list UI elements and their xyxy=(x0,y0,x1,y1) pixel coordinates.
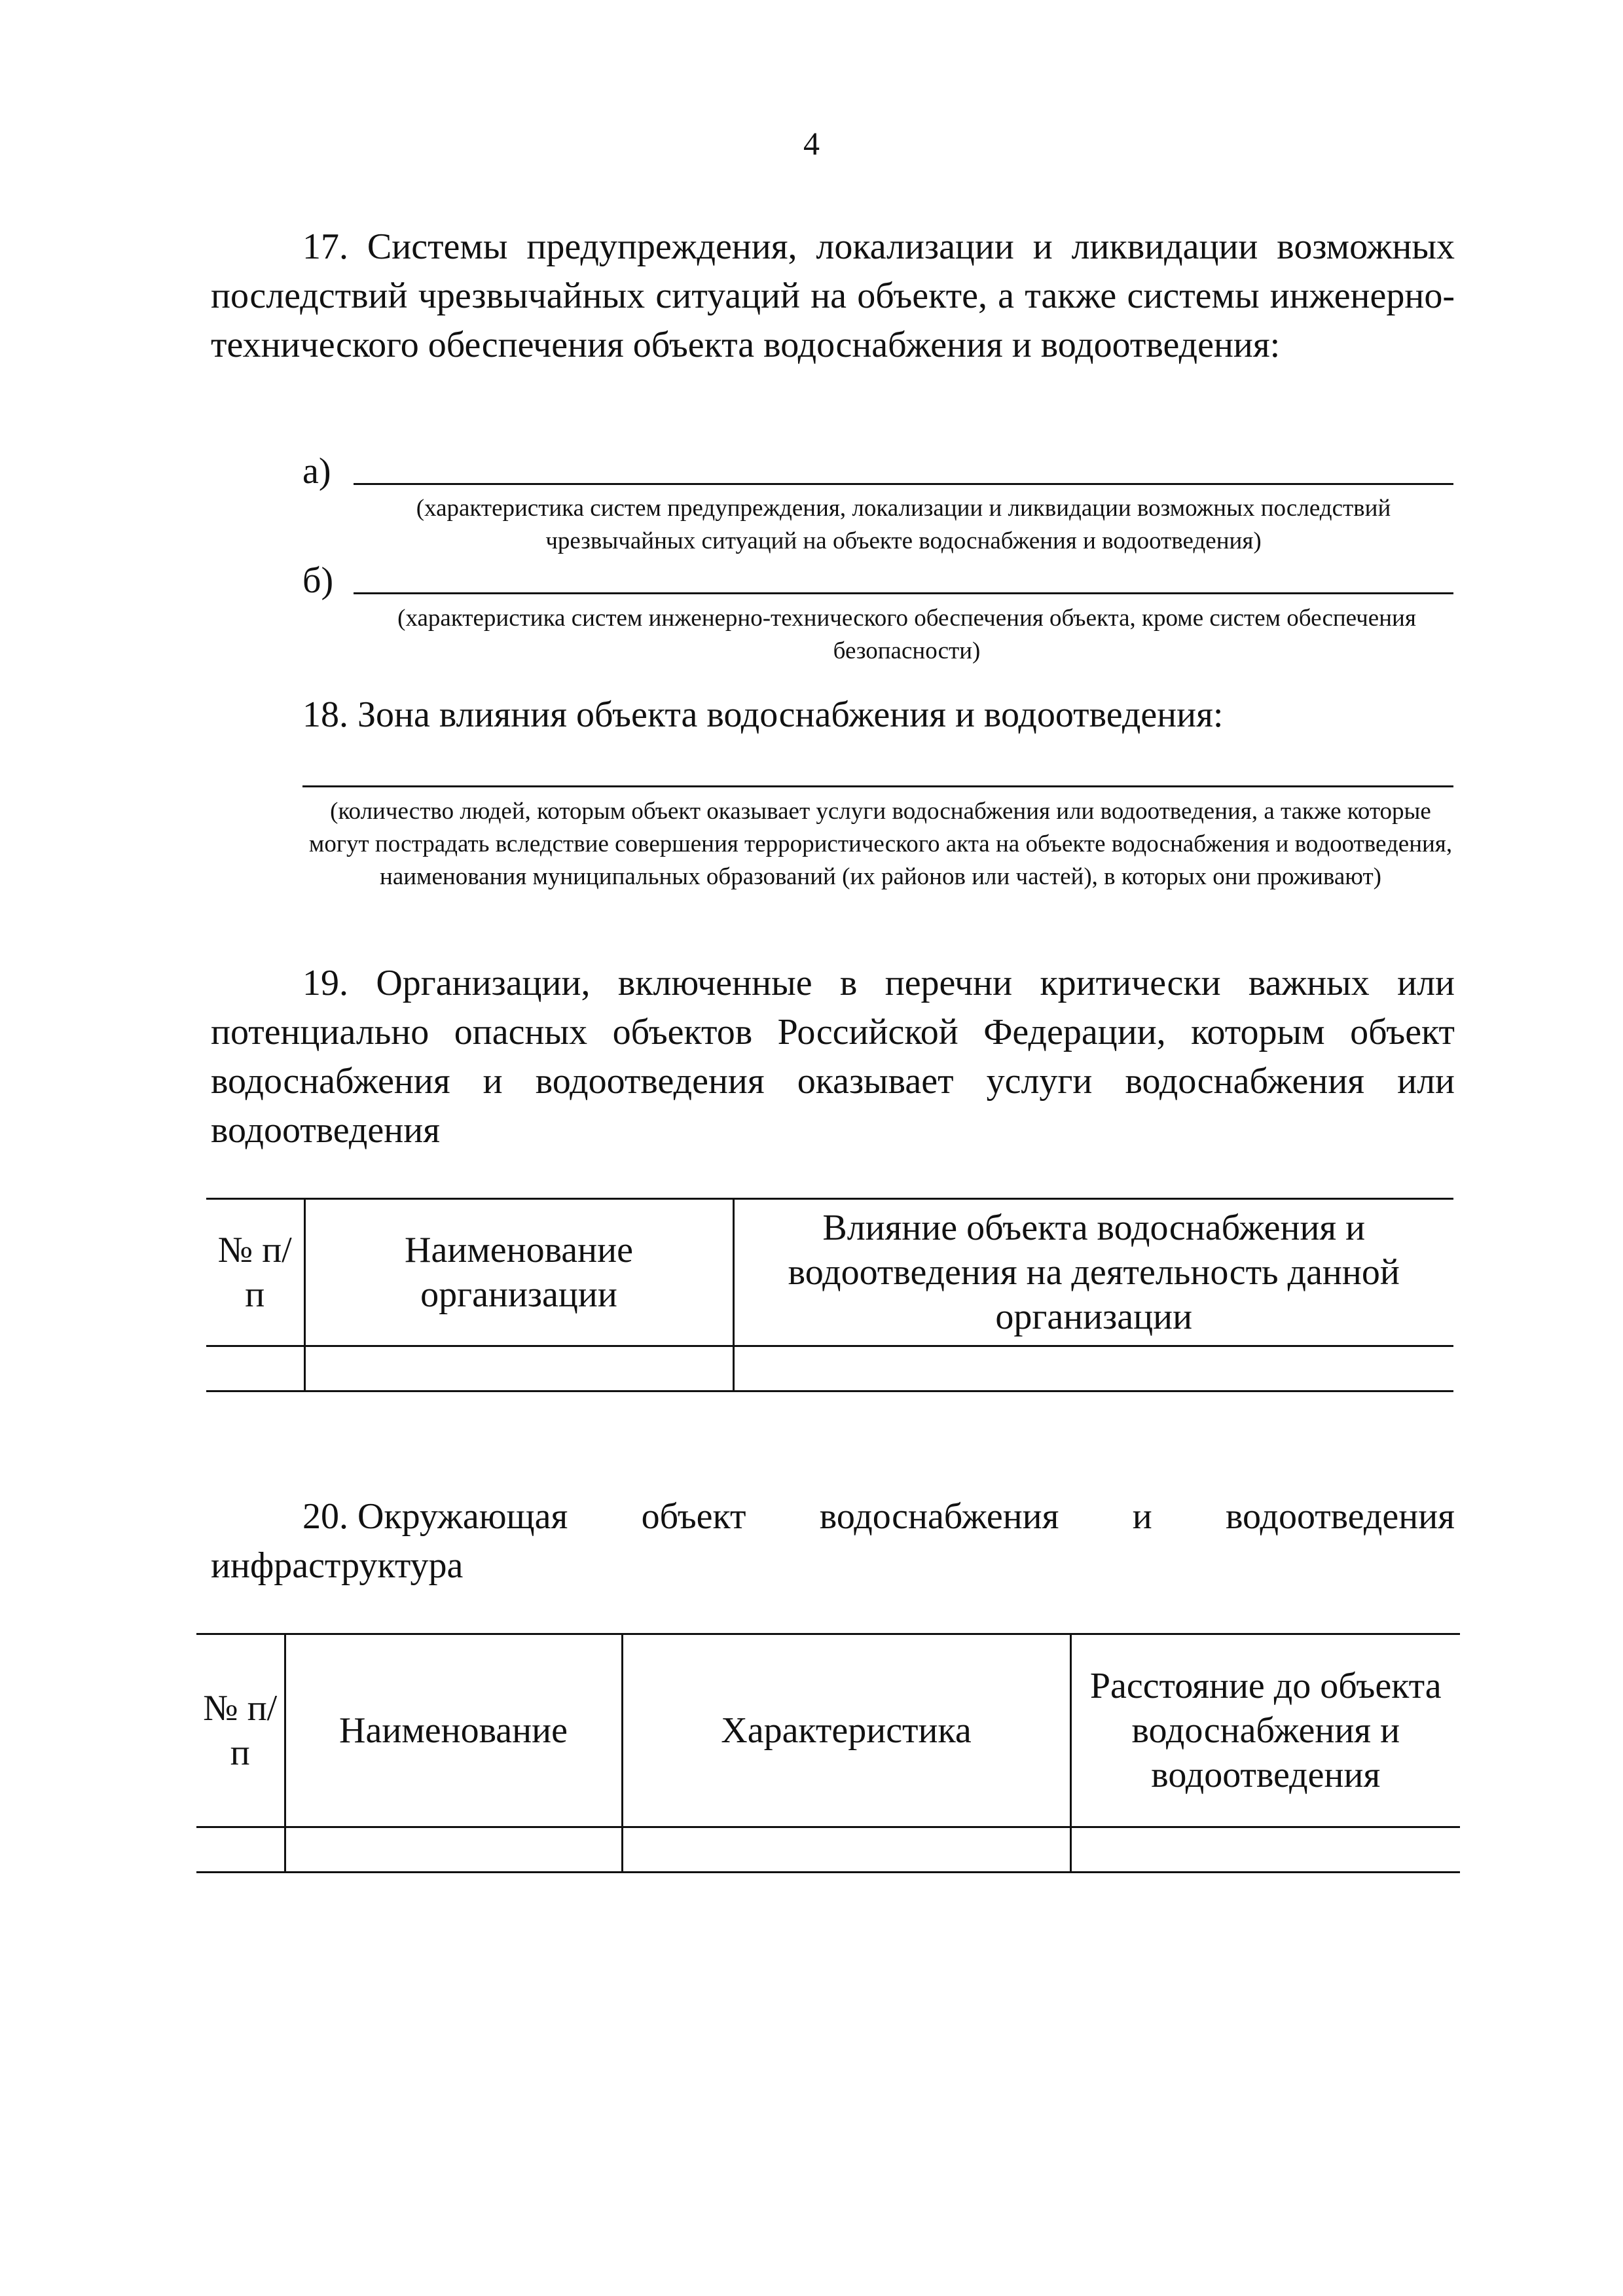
table-cell[interactable] xyxy=(285,1827,622,1873)
col-organization-header: Наименование организации xyxy=(304,1199,733,1346)
item-a-fill-line[interactable] xyxy=(354,483,1453,485)
table-cell[interactable] xyxy=(622,1827,1070,1873)
section-20-word: водоотведения xyxy=(1226,1496,1455,1537)
table-cell[interactable] xyxy=(196,1827,285,1873)
section-17-body: 17. Системы предупреждения, локализации и ликвидации возможных последствий чрезвычайных ситуаций на объекте, а также системы инженерно-технического обеспечения объекта водоснабжения и водоотведения: xyxy=(211,226,1455,365)
table-cell[interactable] xyxy=(304,1346,733,1391)
section-20-word: объект xyxy=(641,1496,746,1537)
section-19-text xyxy=(211,959,1455,1155)
col-name-header: Наименование xyxy=(285,1634,622,1827)
item-a-caption: (характеристика систем предупреждения, локализации и ликвидации возможных последствий чрезвычайных ситуаций на объекте водоснабжения и водоотведения) xyxy=(416,495,1391,554)
section-20-word: и xyxy=(1132,1496,1152,1537)
item-b-label: б) xyxy=(302,560,334,601)
section-18-caption: (количество людей, которым объект оказывает услуги водоснабжения или водоотведения, а также которые могут пострадать вследствие совершения террористического акта на объекте водоснабжения и водоотведения, наименования муниципальных образований (их районов или частей), в которых они проживают) xyxy=(308,798,1453,890)
section-20-continuation: инфраструктура xyxy=(211,1545,464,1586)
table-row xyxy=(206,1346,1453,1391)
section-19-body: 19. Организации, включенные в перечни критически важных или потенциально опасных объектов Российской Федерации, которым объект водоснабжения и водоотведения оказывает услуги водоснабжения или водоотведения xyxy=(211,963,1455,1151)
item-b-fill-line[interactable] xyxy=(354,592,1453,594)
section-20-word: водоснабжения xyxy=(819,1496,1059,1537)
table-cell[interactable] xyxy=(206,1346,304,1391)
col-influence-header: Влияние объекта водоснабжения и водоотведения на деятельность данной организации xyxy=(733,1199,1453,1346)
section-17-text xyxy=(211,223,1455,370)
page-number: 4 xyxy=(803,125,820,162)
organizations-table xyxy=(206,1198,1453,1392)
section-18-heading: 18. Зона влияния объекта водоснабжения и водоотведения: xyxy=(302,694,1224,735)
col-number-header: № п/п xyxy=(196,1634,285,1827)
col-number-header: № п/п xyxy=(206,1199,304,1346)
section-20-heading xyxy=(302,1492,1455,1541)
table-cell[interactable] xyxy=(733,1346,1453,1391)
section-18-fill-line[interactable] xyxy=(302,785,1453,787)
section-20-word: 20. Окружающая xyxy=(302,1496,568,1537)
col-distance-header: Расстояние до объекта водоснабжения и водоотведения xyxy=(1070,1634,1460,1827)
item-a-label: а) xyxy=(302,451,331,492)
item-b-caption: (характеристика систем инженерно-технического обеспечения объекта, кроме систем обеспечения безопасности) xyxy=(397,605,1416,664)
table-row xyxy=(196,1827,1460,1873)
col-characteristic-header: Характеристика xyxy=(622,1634,1070,1827)
infrastructure-table xyxy=(196,1633,1460,1873)
table-cell[interactable] xyxy=(1070,1827,1460,1873)
